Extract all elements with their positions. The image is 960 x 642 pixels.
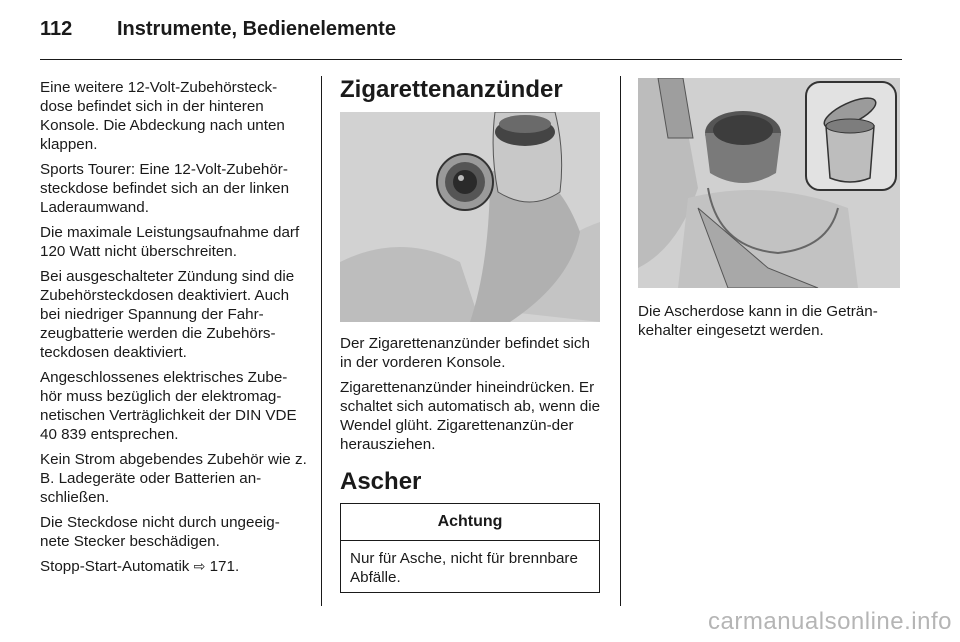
column-divider-1 [321, 76, 322, 606]
column-1 [40, 78, 308, 582]
column-divider-2 [620, 76, 621, 606]
page-title: Instrumente, Bedienelemente [117, 18, 396, 40]
page-number: 112 [40, 18, 73, 40]
paragraph: Angeschlossenes elektrisches Zube-hör muss bezüglich der elektromag-netischen Verträglichkeit der DIN VDE 40 839 entsprechen. [40, 369, 297, 443]
section-heading-zigarettenanzuender: Zigarettenanzünder [340, 76, 563, 103]
cross-reference[interactable] [40, 557, 308, 576]
warning-box [340, 503, 600, 593]
ashtray-illustration [638, 78, 900, 288]
paragraph: Bei ausgeschalteter Zündung sind die Zubehörsteckdosen deaktiviert. Auch bei niedriger Spannung der Fahr-zeugbatterie werden die Zubehörs-teckdosen deaktiviert. [40, 268, 295, 361]
paragraph: Zigarettenanzünder hineindrücken. Er schaltet sich automatisch ab, wenn die Wendel glüht. Zigarettenanzün-der herausziehen. [340, 379, 601, 453]
header-rule [40, 59, 902, 60]
warning-text: Nur für Asche, nicht für brennbare Abfälle. [350, 550, 578, 586]
watermark: carmanualsonline.info [708, 608, 952, 635]
cigarette-lighter-illustration [340, 112, 600, 322]
paragraph: Sports Tourer: Eine 12-Volt-Zubehör-steckdose befindet sich an der linken Laderaumwand. [40, 161, 290, 216]
section-heading-ascher: Ascher [340, 468, 422, 495]
paragraph: Eine weitere 12-Volt-Zubehörsteck-dose befindet sich in der hinteren Konsole. Die Abdeckung nach unten klappen. [40, 79, 285, 153]
paragraph: Die maximale Leistungsaufnahme darf 120 Watt nicht überschreiten. [40, 224, 300, 260]
cross-reference-page: 171. [209, 558, 240, 575]
paragraph: Die Steckdose nicht durch ungeeig-nete Stecker beschädigen. [40, 514, 280, 550]
figure-caption: Die Ascherdose kann in die Geträn-kehalter eingesetzt werden. [638, 303, 878, 339]
cross-reference-text: Stopp-Start-Automatik [40, 558, 190, 575]
column-2-text [340, 334, 604, 460]
arrow-right-icon: ⇨ [193, 558, 206, 574]
paragraph: Der Zigarettenanzünder befindet sich in der vorderen Konsole. [340, 335, 590, 371]
column-3-text [638, 302, 900, 346]
paragraph: Kein Strom abgebendes Zubehör wie z. B. Ladegeräte oder Batterien an-schließen. [40, 451, 307, 506]
warning-title: Achtung [341, 504, 599, 541]
page-header [40, 14, 902, 54]
